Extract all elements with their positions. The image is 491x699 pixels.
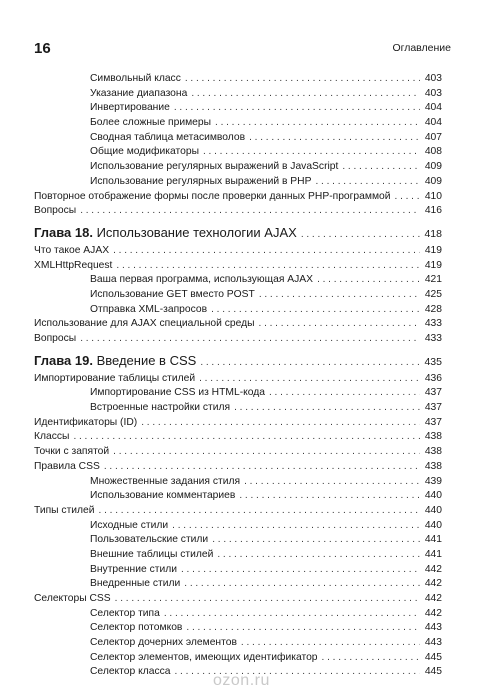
toc-page-number: 409 xyxy=(424,161,442,173)
toc-leader-dots xyxy=(241,636,420,651)
toc-entry-title: Инвертирование xyxy=(90,102,170,114)
toc-row[interactable] xyxy=(34,475,442,490)
toc-leader-dots xyxy=(99,504,420,519)
toc-entry-title: Внутренние стили xyxy=(90,563,177,575)
toc-leader-dots xyxy=(315,175,420,190)
toc-leader-dots xyxy=(215,116,420,131)
toc-entry-title: Встроенные настройки стиля xyxy=(90,402,231,414)
toc-row[interactable] xyxy=(34,401,442,416)
toc-entry-title: Вопросы xyxy=(34,333,77,344)
toc-leader-dots xyxy=(113,244,420,259)
toc-row[interactable] xyxy=(34,160,442,175)
toc-page-number: 443 xyxy=(424,622,442,634)
toc-row[interactable] xyxy=(34,175,442,190)
toc-chapter-row[interactable] xyxy=(34,222,442,244)
toc-leader-dots xyxy=(212,533,420,548)
toc-leader-dots xyxy=(200,350,420,374)
toc-entry-title: Импортирование CSS из HTML-кода xyxy=(90,387,265,399)
toc-page-number: 445 xyxy=(424,651,442,663)
toc-page-number: 439 xyxy=(424,475,442,487)
toc-page-number: 418 xyxy=(424,227,442,240)
toc-leader-dots xyxy=(395,190,420,205)
toc-entry-title: Селектор потомков xyxy=(90,622,183,634)
toc-leader-dots xyxy=(73,430,420,445)
toc-row[interactable] xyxy=(34,72,442,87)
toc-entry-title: Вопросы xyxy=(34,205,77,217)
toc-entry-title: Использование GET вместо POST xyxy=(90,288,255,300)
toc-entry-title: Исходные стили xyxy=(90,519,169,531)
toc-leader-dots xyxy=(80,332,420,347)
toc-row[interactable] xyxy=(34,204,442,219)
toc-leader-dots xyxy=(181,563,420,578)
toc-row[interactable] xyxy=(34,145,442,160)
toc-entry-title: Селектор типа xyxy=(90,607,160,619)
toc-page-number: 425 xyxy=(424,288,442,300)
toc-row[interactable] xyxy=(34,445,442,460)
toc-page-number: 442 xyxy=(424,563,442,575)
toc-leader-dots xyxy=(174,665,420,680)
toc-page-number: 440 xyxy=(424,490,442,502)
toc-leader-dots xyxy=(317,273,420,288)
toc-entry-title: Использование комментариев xyxy=(90,490,236,502)
toc-leader-dots xyxy=(184,577,420,592)
toc-page-number: 440 xyxy=(424,519,442,531)
toc-row[interactable] xyxy=(34,386,442,401)
toc-entry-title: Ваша первая программа, использующая AJAX xyxy=(90,274,314,286)
toc-entry-title: Внешние таблицы стилей xyxy=(90,548,214,560)
toc-entry-title: Общие модификаторы xyxy=(90,146,199,158)
toc-row[interactable] xyxy=(34,621,442,636)
toc-page-number: 445 xyxy=(424,666,442,678)
toc-entry-title: Сводная таблица метасимволов xyxy=(90,131,246,143)
toc-page-number: 437 xyxy=(424,416,442,428)
watermark: ozon.ru xyxy=(213,672,270,689)
toc-row[interactable] xyxy=(34,577,442,592)
toc-page-number: 442 xyxy=(424,578,442,590)
toc-chapter-prefix: Глава 18. xyxy=(34,224,93,240)
toc-row[interactable] xyxy=(34,651,442,666)
toc-entry-title: Внедренные стили xyxy=(90,578,181,590)
toc-row[interactable] xyxy=(34,489,442,504)
toc-row[interactable] xyxy=(34,504,442,519)
toc-row[interactable] xyxy=(34,636,442,651)
toc-page-number: 433 xyxy=(424,318,442,330)
toc-leader-dots xyxy=(244,475,420,490)
toc-page-number: 442 xyxy=(424,607,442,619)
toc-row[interactable] xyxy=(34,317,442,332)
toc-page-number: 409 xyxy=(424,175,442,187)
toc-row[interactable] xyxy=(34,607,442,622)
toc-row[interactable] xyxy=(34,190,442,205)
toc-leader-dots xyxy=(80,204,420,219)
toc-leader-dots xyxy=(234,401,420,416)
toc-row[interactable] xyxy=(34,416,442,431)
toc-leader-dots xyxy=(259,288,420,303)
toc-entry-title: Селекторы CSS xyxy=(34,593,111,604)
toc-page-number: 435 xyxy=(424,355,442,368)
toc-row[interactable] xyxy=(34,131,442,146)
toc-leader-dots xyxy=(342,160,420,175)
toc-page-number: 416 xyxy=(424,205,442,217)
toc-entry-title: Селектор элементов, имеющих идентификатор xyxy=(90,651,318,663)
toc-leader-dots xyxy=(203,145,420,160)
toc-row[interactable] xyxy=(34,332,442,347)
toc-page-number: 441 xyxy=(424,548,442,560)
toc-entry-title: Правила CSS xyxy=(34,460,100,472)
toc-page-number: 403 xyxy=(424,73,442,84)
toc-page-number: 404 xyxy=(424,102,442,114)
toc-entry-title: Повторное отображение формы после проверки данных PHP-программой xyxy=(34,190,391,202)
toc-leader-dots xyxy=(185,72,420,87)
toc-entry-title: Указание диапазона xyxy=(90,87,188,99)
toc-page-number: 421 xyxy=(424,274,442,286)
toc-page-number: 438 xyxy=(424,460,442,472)
toc-chapter-name: Введение в CSS xyxy=(96,352,197,368)
toc-entry-title: Пользовательские стили xyxy=(90,534,209,546)
toc-entry-title: Символьный класс xyxy=(90,73,181,84)
toc-entry-title: Более сложные примеры xyxy=(90,117,212,129)
toc-leader-dots xyxy=(249,131,420,146)
table-of-contents xyxy=(34,72,442,680)
toc-entry-title: Множественные задания стиля xyxy=(90,475,241,487)
toc-leader-dots xyxy=(199,372,420,387)
toc-leader-dots xyxy=(141,416,420,431)
toc-page-number: 438 xyxy=(424,431,442,443)
toc-leader-dots xyxy=(322,651,420,666)
toc-entry-title: Точки с запятой xyxy=(34,446,110,458)
toc-leader-dots xyxy=(164,607,420,622)
toc-entry-title: Типы стилей xyxy=(34,504,95,516)
toc-row[interactable] xyxy=(34,116,442,131)
page-header xyxy=(34,40,451,58)
toc-entry-title: Импортирование таблицы стилей xyxy=(34,372,196,384)
toc-entry-title: Использование регулярных выражений в PHP xyxy=(90,175,312,187)
toc-leader-dots xyxy=(259,317,420,332)
toc-row[interactable] xyxy=(34,303,442,318)
toc-entry-title: Селектор класса xyxy=(90,666,171,678)
toc-chapter-name: Использование технологии AJAX xyxy=(96,224,297,240)
toc-page-number: 410 xyxy=(424,190,442,202)
toc-page-number: 442 xyxy=(424,593,442,604)
toc-page-number: 441 xyxy=(424,534,442,546)
toc-page-number: 407 xyxy=(424,131,442,143)
toc-chapter-prefix: Глава 19. xyxy=(34,352,93,368)
toc-page-number: 428 xyxy=(424,303,442,315)
toc-page-number: 419 xyxy=(424,244,442,256)
toc-leader-dots xyxy=(172,519,420,534)
toc-page-number: 419 xyxy=(424,259,442,271)
toc-row[interactable] xyxy=(34,372,442,387)
toc-page-number: 443 xyxy=(424,637,442,649)
toc-leader-dots xyxy=(174,101,420,116)
toc-leader-dots xyxy=(211,303,420,318)
toc-leader-dots xyxy=(239,489,420,504)
toc-chapter-row[interactable] xyxy=(34,350,442,372)
toc-leader-dots xyxy=(116,259,420,274)
toc-entry-title: Селектор дочерних элементов xyxy=(90,637,237,649)
toc-leader-dots xyxy=(301,222,420,246)
toc-row[interactable] xyxy=(34,519,442,534)
toc-entry-title: Отправка XML-запросов xyxy=(90,303,208,315)
toc-row[interactable] xyxy=(34,533,442,548)
toc-row[interactable] xyxy=(34,87,442,102)
toc-row[interactable] xyxy=(34,101,442,116)
toc-entry-title: XMLHttpRequest xyxy=(34,259,113,271)
toc-page-number: 408 xyxy=(424,146,442,158)
toc-entry-title: Что такое AJAX xyxy=(34,244,110,256)
toc-leader-dots xyxy=(115,592,420,607)
toc-page-number: 404 xyxy=(424,117,442,129)
toc-row[interactable] xyxy=(34,592,442,607)
running-head: Оглавление xyxy=(392,42,451,54)
toc-chapter-title xyxy=(34,350,196,372)
toc-leader-dots xyxy=(186,621,420,636)
toc-page-number: 436 xyxy=(424,372,442,384)
toc-row[interactable] xyxy=(34,259,442,274)
toc-page-number: 433 xyxy=(424,333,442,344)
toc-row[interactable] xyxy=(34,430,442,445)
toc-chapter-title xyxy=(34,222,297,244)
toc-leader-dots xyxy=(191,87,420,102)
toc-row[interactable] xyxy=(34,460,442,475)
toc-row[interactable] xyxy=(34,288,442,303)
toc-page-number: 437 xyxy=(424,402,442,414)
toc-row[interactable] xyxy=(34,244,442,259)
toc-row[interactable] xyxy=(34,273,442,288)
toc-leader-dots xyxy=(104,460,420,475)
toc-entry-title: Использование регулярных выражений в JavaScript xyxy=(90,161,339,173)
toc-entry-title: Классы xyxy=(34,431,70,443)
toc-row[interactable] xyxy=(34,548,442,563)
toc-page-number: 440 xyxy=(424,504,442,516)
toc-page-number: 437 xyxy=(424,387,442,399)
toc-page-number: 438 xyxy=(424,446,442,458)
page-number: 16 xyxy=(34,40,51,57)
toc-page-number: 403 xyxy=(424,87,442,99)
toc-leader-dots xyxy=(217,548,420,563)
toc-entry-title: Использование для AJAX специальной среды xyxy=(34,318,255,330)
toc-entry-title: Идентификаторы (ID) xyxy=(34,416,138,428)
toc-leader-dots xyxy=(113,445,420,460)
toc-leader-dots xyxy=(269,386,420,401)
toc-row[interactable] xyxy=(34,563,442,578)
